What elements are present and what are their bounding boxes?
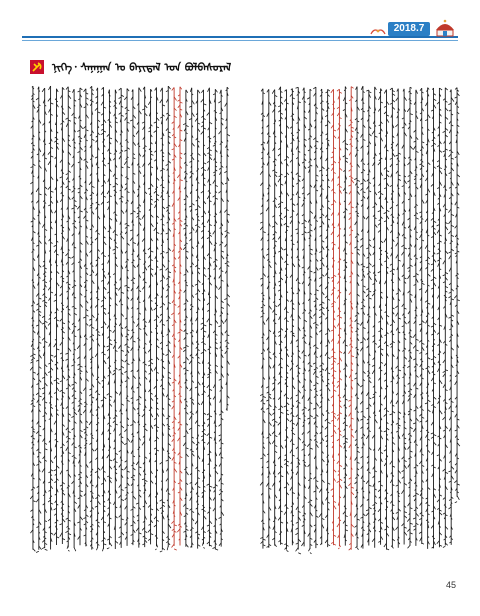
header-rule-thin <box>22 40 458 41</box>
party-emblem-icon <box>30 60 44 74</box>
body-text-column <box>28 84 228 554</box>
page-number: 45 <box>445 580 456 590</box>
issue-badge: 2018.7 <box>388 22 430 36</box>
yurt-emblem-icon <box>434 18 456 38</box>
text-column-right <box>258 84 458 554</box>
body-text-column <box>258 84 458 554</box>
header-rule <box>22 36 458 38</box>
article-title: ᠨᠢᠭᠡ᠂ ᠰᠠᠨᠠᠭᠠᠨ ᠤ ᠪᠠᠶᠢᠳᠠᠯ ᠤᠨ ᠪᠣᠯᠪᠠᠰᠤᠷᠠᠯ <box>52 61 232 74</box>
flower-ornament-icon <box>370 27 386 35</box>
text-column-left <box>28 84 228 554</box>
